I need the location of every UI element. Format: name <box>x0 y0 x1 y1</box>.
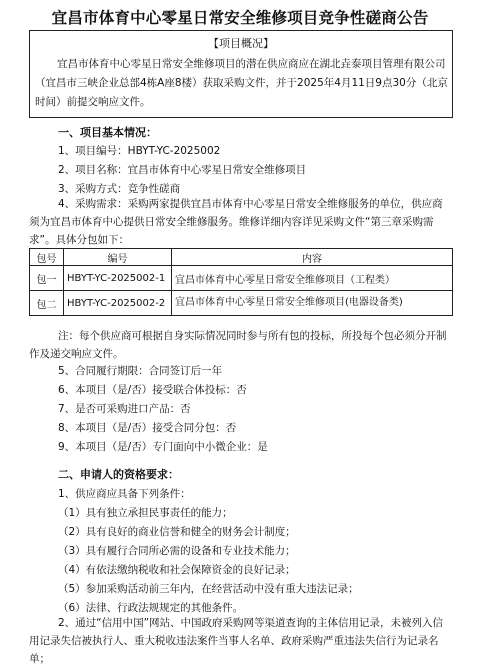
qualification-condition: （2）具有良好的商业信誉和健全的财务会计制度； <box>58 526 296 538</box>
item-imported-products: 7、是否可采购进口产品：否 <box>58 403 191 415</box>
table-row <box>30 266 453 291</box>
qualification-condition: （1）具有独立承担民事责任的能力； <box>58 507 233 519</box>
qualification-intro: 1、供应商应具备下列条件： <box>58 488 191 500</box>
qualification-condition: （5）参加采购活动前三年内，在经营活动中没有重大违法记录； <box>58 583 359 595</box>
page-title: 宜昌市体育中心零星日常安全维修项目竞争性磋商公告 <box>51 9 429 27</box>
item-project-name: 2、项目名称：宜昌市体育中心零星日常安全维修项目 <box>58 164 307 176</box>
package-content: 宜昌市体育中心零星日常安全维修项目(电器设备类) <box>172 291 453 316</box>
section2-heading: 二、申请人的资格要求： <box>58 468 179 481</box>
item-contract-period: 5、合同履行期限：合同签订后一年 <box>58 365 223 377</box>
package-table <box>29 248 453 316</box>
package-note: 注：每个供应商可根据自身实际情况同时参与所有包的投标，所投每个包必须分开制作及递交响应文件。 <box>29 330 447 360</box>
qualification-condition: （4）有依法缴纳税收和社会保障资金的良好记录； <box>58 564 296 576</box>
package-id: 包二 <box>30 291 64 316</box>
section1-heading: 一、项目基本情况： <box>58 126 157 139</box>
item-procurement-method: 3、采购方式：竞争性磋商 <box>58 183 181 195</box>
package-code: HBYT-YC-2025002-2 <box>64 291 172 316</box>
overview-box <box>29 30 453 118</box>
package-content: 宜昌市体育中心零星日常安全维修项目（工程类） <box>172 266 453 291</box>
table-row <box>30 291 453 316</box>
qualification-condition: （6）法律、行政法规规定的其他条件。 <box>58 602 244 614</box>
item-project-number: 1、项目编号：HBYT-YC-2025002 <box>58 145 221 157</box>
overview-heading: 【项目概况】 <box>208 37 274 50</box>
item-subcontract: 8、本项目（是/否）接受合同分包：否 <box>58 422 237 434</box>
qualification-condition: （3）具有履行合同所必需的设备和专业技术能力； <box>58 545 296 557</box>
item-procurement-demand: 4、采购需求：采购两家提供宜昌市体育中心零星日常安全维修服务的单位，供应商须为宜昌市体育中心提供日常安全维修服务。维修详细内容详见采购文件“第三章采购需求”。具体分包如下： <box>29 198 443 246</box>
credit-requirement: 2、通过“信用中国”网站、中国政府采购网等渠道查询的主体信用记录，未被列入信用记录失信被执行人、重大税收违法案件当事人名单、政府采购严重违法失信行为记录名单； <box>29 617 444 665</box>
table-header-cell: 内容 <box>172 249 453 266</box>
package-code: HBYT-YC-2025002-1 <box>64 266 172 291</box>
item-consortium: 6、本项目（是/否）接受联合体投标：否 <box>58 384 247 396</box>
item-sme: 9、本项目（是/否）专门面向中小微企业：是 <box>58 441 268 453</box>
table-header-cell: 包号 <box>30 249 64 266</box>
package-id: 包一 <box>30 266 64 291</box>
table-header-row <box>30 249 453 266</box>
overview-body: 宜昌市体育中心零星日常安全维修项目的潜在供应商应在湖北垚泰项目管理有限公司（宜昌市三峡企业总部4栋A座8楼）获取采购文件，并于2025年4月11日9点30分（北京时间）前提交响应文件。 <box>35 58 448 108</box>
table-header-cell: 编号 <box>64 249 172 266</box>
